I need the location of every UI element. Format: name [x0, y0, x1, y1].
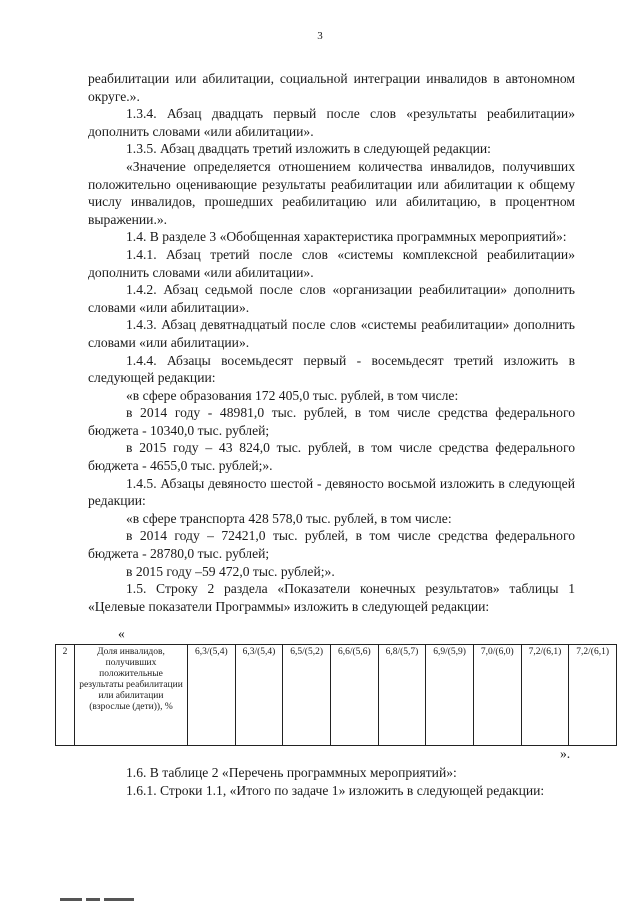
- paragraph: 1.4. В разделе 3 «Обобщенная характеристика программных мероприятий»:: [126, 229, 567, 245]
- scan-mark: [104, 898, 134, 901]
- table-cell-value: 6,8/(5,7): [378, 645, 426, 746]
- page-number: 3: [317, 30, 323, 42]
- paragraph: 1.3.5. Абзац двадцать третий изложить в следующей редакции:: [126, 141, 491, 157]
- scan-mark: [60, 898, 82, 901]
- paragraph: в 2015 году – 43 824,0 тыс. рублей, в том числе средства федерального бюджета - 4655,0 тыс. рублей;».: [88, 440, 575, 474]
- paragraph: 1.6. В таблице 2 «Перечень программных мероприятий»:: [126, 765, 457, 780]
- scan-mark: [86, 898, 100, 901]
- paragraph: 1.5. Строку 2 раздела «Показатели конечных результатов» таблицы 1 «Целевые показатели Программы» изложить в следующей редакции:: [88, 581, 575, 614]
- table-cell-value: 6,3/(5,4): [235, 645, 283, 746]
- table-row: [56, 645, 617, 746]
- table-cell-value: 6,6/(5,6): [330, 645, 378, 746]
- paragraph: реабилитации или абилитации, социальной интеграции инвалидов в автономном округе.».: [88, 71, 575, 104]
- paragraph: 1.6.1. Строки 1.1, «Итого по задаче 1» изложить в следующей редакции:: [126, 782, 545, 798]
- indicators-table: [55, 644, 617, 746]
- table-cell-indicator: Доля инвалидов, получивших положительные результаты реабилитации или абилитации (взрослые (дети)), %: [75, 645, 188, 746]
- document-body: [88, 70, 575, 615]
- paragraph: 1.4.2. Абзац седьмой после слов «организации реабилитации» дополнить словами «или абилитации».: [88, 282, 575, 315]
- quote-close: ».: [560, 746, 571, 761]
- paragraph: 1.4.4. Абзацы восемьдесят первый - восемьдесят третий изложить в следующей редакции:: [88, 352, 575, 386]
- table-cell-value: 7,2/(6,1): [569, 645, 617, 746]
- table-cell-value: 6,9/(5,9): [426, 645, 474, 746]
- paragraph: 1.3.4. Абзац двадцать первый после слов «результаты реабилитации» дополнить словами «или абилитации».: [88, 106, 575, 139]
- quote-open: «: [118, 626, 125, 641]
- table-cell-value: 6,5/(5,2): [283, 645, 331, 746]
- table-cell-value: 6,3/(5,4): [188, 645, 236, 746]
- table-cell-row-number: 2: [56, 645, 75, 746]
- paragraph: «в сфере транспорта 428 578,0 тыс. рублей, в том числе:: [126, 510, 452, 526]
- paragraph: 1.4.3. Абзац девятнадцатый после слов «системы реабилитации» дополнить словами «или абилитации».: [88, 317, 575, 350]
- paragraph: 1.4.5. Абзацы девяносто шестой - девяносто восьмой изложить в следующей редакции:: [88, 475, 575, 509]
- footer-scan-marks: [60, 898, 170, 905]
- paragraph: «в сфере образования 172 405,0 тыс. рублей, в том числе:: [126, 387, 459, 403]
- paragraph: в 2014 году – 72421,0 тыс. рублей, в том числе средства федерального бюджета - 28780,0 тыс. рублей;: [88, 528, 575, 562]
- table-cell-value: 7,2/(6,1): [521, 645, 569, 746]
- paragraph: «Значение определяется отношением количества инвалидов, получивших положительно оценивающие результаты реабилитации или абилитации к общему числу инвалидов, прошедших реабилитацию или абилитацию, в процентном выражении.».: [88, 158, 575, 227]
- paragraph: 1.4.1. Абзац третий после слов «системы комплексной реабилитации» дополнить словами «или абилитации».: [88, 246, 575, 280]
- paragraph: в 2014 году - 48981,0 тыс. рублей, в том числе средства федерального бюджета - 10340,0 тыс. рублей;: [88, 405, 575, 438]
- document-body-continued: [88, 764, 575, 799]
- table-cell-value: 7,0/(6,0): [473, 645, 521, 746]
- paragraph: в 2015 году –59 472,0 тыс. рублей;».: [126, 563, 335, 579]
